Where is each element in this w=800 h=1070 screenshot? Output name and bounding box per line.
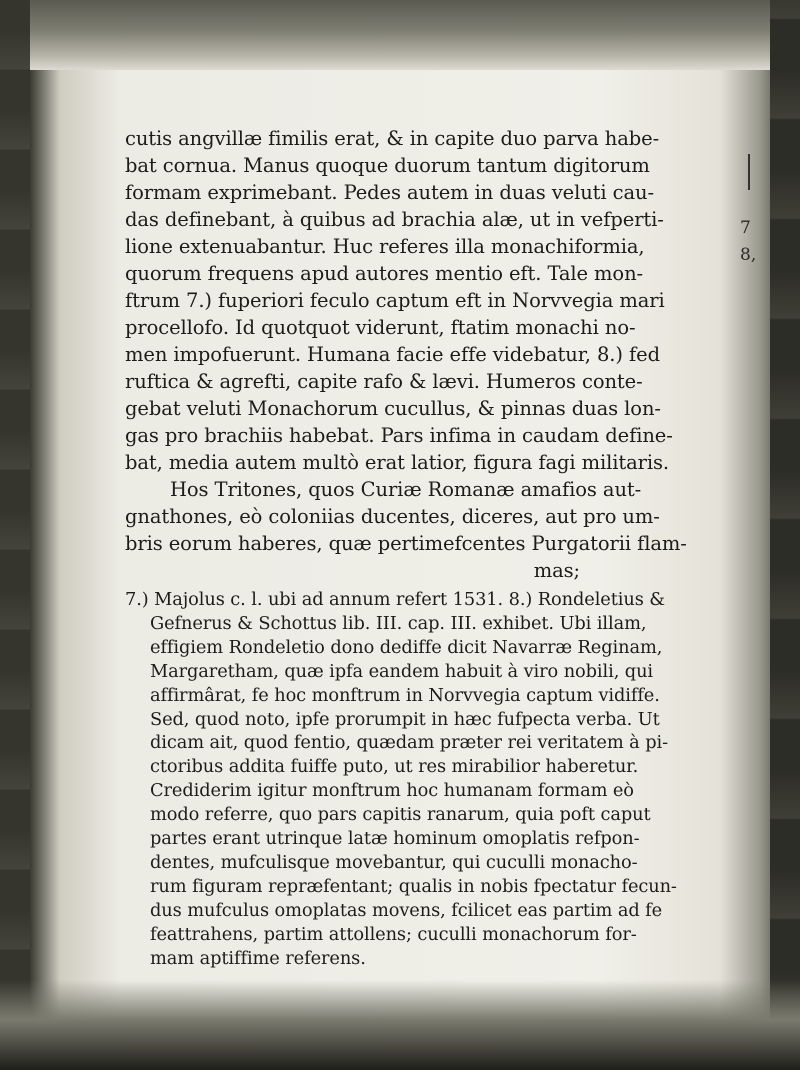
footnote-line: mam aptiffime referens. — [150, 947, 366, 969]
text-line: gnathones, eò coloniias ducentes, diceres, aut pro um- — [125, 505, 660, 528]
text-line: bat, media autem multò erat latior, figura fagi militaris. — [125, 451, 670, 474]
text-line: bat cornua. Manus quoque duorum tantum digitorum — [125, 154, 650, 177]
text-line: ftrum 7.) fuperiori feculo captum eft in Norvvegia mari — [125, 289, 665, 312]
footnote-line: partes erant utrinque latæ hominum omoplatis refpon- — [150, 828, 640, 850]
text-line: quorum frequens apud autores mentio eft. Tale mon- — [125, 262, 644, 285]
scan-bottom-edge — [0, 980, 800, 1070]
footnote-line: dicam ait, quod fentio, quædam præter rei veritatem à pi- — [150, 732, 668, 754]
text-line: cutis angvillæ fimilis erat, & in capite duo parva habe- — [125, 127, 660, 150]
footnote-line: effigiem Rondeletio dono dediffe dicit Navarræ Reginam, — [150, 636, 663, 658]
margin-bracket — [744, 154, 750, 190]
footnote-line: dus mufculus omoplatas movens, fcilicet eas partim ad fe — [150, 899, 663, 921]
scan-right-edge — [770, 0, 800, 1070]
text-line: bris eorum haberes, quæ pertimefcentes Purgatorii flam- — [125, 532, 687, 555]
footnote-line: modo referre, quo pars capitis ranarum, quia poft caput — [150, 804, 651, 826]
margin-notes — [740, 215, 756, 269]
book-page — [125, 125, 735, 971]
text-line: formam exprimebant. Pedes autem in duas veluti cau- — [125, 181, 654, 204]
text-line: lione extenuabantur. Huc referes illa monachiformia, — [125, 235, 645, 258]
text-line: gebat veluti Monachorum cucullus, & pinnas duas lon- — [125, 397, 661, 420]
text-line: gas pro brachiis habebat. Pars infima in caudam define- — [125, 424, 673, 447]
footnote-line: Sed, quod noto, ipfe prorumpit in hæc fufpecta verba. Ut — [150, 708, 660, 730]
main-text-paragraph — [125, 125, 735, 584]
footnotes — [125, 588, 735, 971]
footnote-line: Margaretham, quæ ipfa eandem habuit à viro nobili, qui — [150, 660, 654, 682]
footnote-line: Crediderim igitur monftrum hoc humanam formam eò — [150, 780, 634, 802]
text-line: das definebant, à quibus ad brachia alæ, ut in vefperti- — [125, 208, 664, 231]
margin-note: 7 — [740, 218, 751, 238]
footnote-line: rum figuram repræfentant; qualis in nobis fpectatur fecun- — [150, 875, 677, 897]
catchword: mas; — [533, 559, 580, 582]
footnote-line: 7.) Majolus c. l. ubi ad annum refert 1531. 8.) Rondeletius & — [125, 589, 666, 610]
footnote-line: ctoribus addita fuiffe puto, ut res mirabilior haberetur. — [150, 756, 639, 778]
scan-left-edge — [0, 0, 30, 1070]
scan-top-edge — [0, 0, 800, 70]
text-line: Hos Tritones, quos Curiæ Romanæ amafios aut- — [170, 478, 642, 501]
margin-note: 8, — [740, 245, 757, 265]
footnote-line: dentes, mufculisque movebantur, qui cuculli monacho- — [150, 851, 638, 873]
text-line: men impofuerunt. Humana facie effe videbatur, 8.) fed — [125, 343, 660, 366]
text-line: procellofo. Id quotquot viderunt, ftatim monachi no- — [125, 316, 636, 339]
footnote-line: Gefnerus & Schottus lib. III. cap. III. exhibet. Ubi illam, — [150, 612, 647, 634]
footnote-line: affirmârat, fe hoc monftrum in Norvvegia captum vidiffe. — [150, 684, 660, 706]
text-line: ruftica & agrefti, capite rafo & lævi. Humeros conte- — [125, 370, 643, 393]
footnote-line: feattrahens, partim attollens; cuculli monachorum for- — [150, 923, 637, 945]
